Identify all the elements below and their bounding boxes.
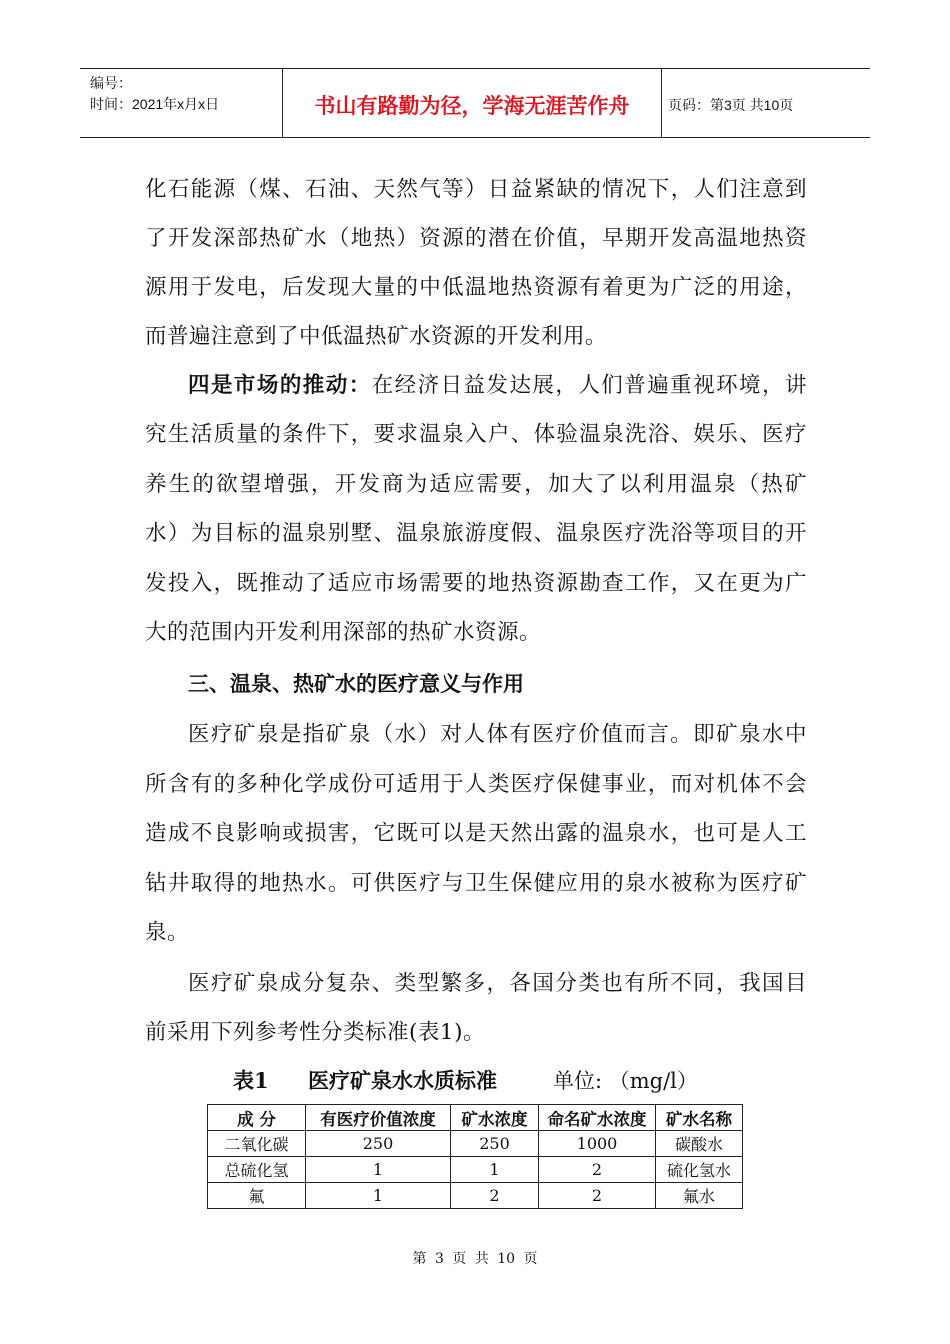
- table-header-cell: 命名矿水浓度: [539, 1105, 656, 1131]
- table-cell: 碳酸水: [656, 1131, 743, 1157]
- table-cell: 二氧化碳: [208, 1131, 306, 1157]
- paragraph-line: 源用于发电，后发现大量的中低温地热资源有着更为广泛的用途，: [145, 275, 807, 300]
- time-label: 时间：2021年x月x日: [90, 96, 220, 112]
- table-cell: 1000: [539, 1131, 656, 1157]
- table-caption-title: 医疗矿泉水水质标准: [308, 1068, 497, 1093]
- table-cell: 总硫化氢: [208, 1157, 306, 1183]
- paragraph-line: 医疗矿泉成分复杂、类型繁多，各国分类也有所不同，我国目: [188, 971, 807, 996]
- table-cell: 硫化氢水: [656, 1157, 743, 1183]
- table-cell: 2: [451, 1183, 539, 1209]
- table-header-row: [208, 1105, 743, 1131]
- paragraph-line: 而普遍注意到了中低温热矿水资源的开发利用。: [145, 324, 608, 349]
- table-caption-unit: 单位: （mg/l）: [553, 1069, 698, 1093]
- table-row: [208, 1157, 743, 1183]
- table-header-cell: 有医疗价值浓度: [306, 1105, 451, 1131]
- table-row: [208, 1131, 743, 1157]
- paragraph-line: 所含有的多种化学成份可适用于人类医疗保健事业，而对机体不会: [145, 772, 807, 797]
- page-footer: 第 3 页 共 10 页: [412, 1251, 538, 1267]
- paragraph-line: [188, 368, 807, 399]
- header-motto: [283, 69, 662, 137]
- table-cell: 氟水: [656, 1183, 743, 1209]
- paragraph-line: 造成不良影响或损害，它既可以是天然出露的温泉水，也可是人工: [145, 821, 807, 846]
- table-caption-number: 表1: [233, 1068, 269, 1093]
- paragraph-line: 泉。: [145, 920, 190, 945]
- paragraph-line: 了开发深部热矿水（地热）资源的潜在价值，早期开发高温地热资: [145, 226, 807, 251]
- paragraph-text: 在经济日益发达展，人们普遍重视环境，讲: [371, 373, 807, 398]
- paragraph-line: 钻井取得的地热水。可供医疗与卫生保健应用的泉水被称为医疗矿: [145, 871, 807, 896]
- paragraph-line: 发投入，既推动了适应市场需要的地热资源勘查工作，又在更为广: [145, 571, 807, 596]
- paragraph-line: 化石能源（煤、石油、天然气等）日益紧缺的情况下，人们注意到: [145, 177, 807, 202]
- paragraph-line: 养生的欲望增强，开发商为适应需要，加大了以利用温泉（热矿: [145, 472, 807, 497]
- page-info-text: 页码：第3页 共10页: [668, 97, 794, 113]
- paragraph-line: 医疗矿泉是指矿泉（水）对人体有医疗价值而言。即矿泉水中: [188, 722, 807, 747]
- table-cell: 1: [451, 1157, 539, 1183]
- table-header-cell: 矿水名称: [656, 1105, 743, 1131]
- number-label: 编号：: [90, 75, 132, 91]
- table-cell: 250: [451, 1131, 539, 1157]
- table-cell: 2: [539, 1157, 656, 1183]
- motto-text: 书山有路勤为径，学海无涯苦作舟: [314, 94, 630, 118]
- paragraph-line: 前采用下列参考性分类标准(表1)。: [145, 1020, 485, 1045]
- table-cell: 1: [306, 1183, 451, 1209]
- section-heading: 三、温泉、热矿水的医疗意义与作用: [188, 672, 524, 696]
- header-page-info: [662, 69, 870, 137]
- table-cell: 2: [539, 1183, 656, 1209]
- table-header-cell: 矿水浓度: [451, 1105, 539, 1131]
- paragraph-line: 水）为目标的温泉别墅、温泉旅游度假、温泉医疗洗浴等项目的开: [145, 521, 807, 546]
- water-quality-table: [207, 1104, 743, 1209]
- header-meta: [80, 69, 283, 137]
- paragraph-line: 究生活质量的条件下，要求温泉入户、体验温泉洗浴、娱乐、医疗: [145, 422, 807, 447]
- table-header-cell: 成 分: [208, 1105, 306, 1131]
- paragraph-line: 大的范围内开发利用深部的热矿水资源。: [145, 620, 542, 645]
- table-row: [208, 1183, 743, 1209]
- page-header: [80, 68, 870, 138]
- bold-lead: 四是市场的推动：: [188, 373, 372, 398]
- table-cell: 氟: [208, 1183, 306, 1209]
- table-cell: 250: [306, 1131, 451, 1157]
- table-cell: 1: [306, 1157, 451, 1183]
